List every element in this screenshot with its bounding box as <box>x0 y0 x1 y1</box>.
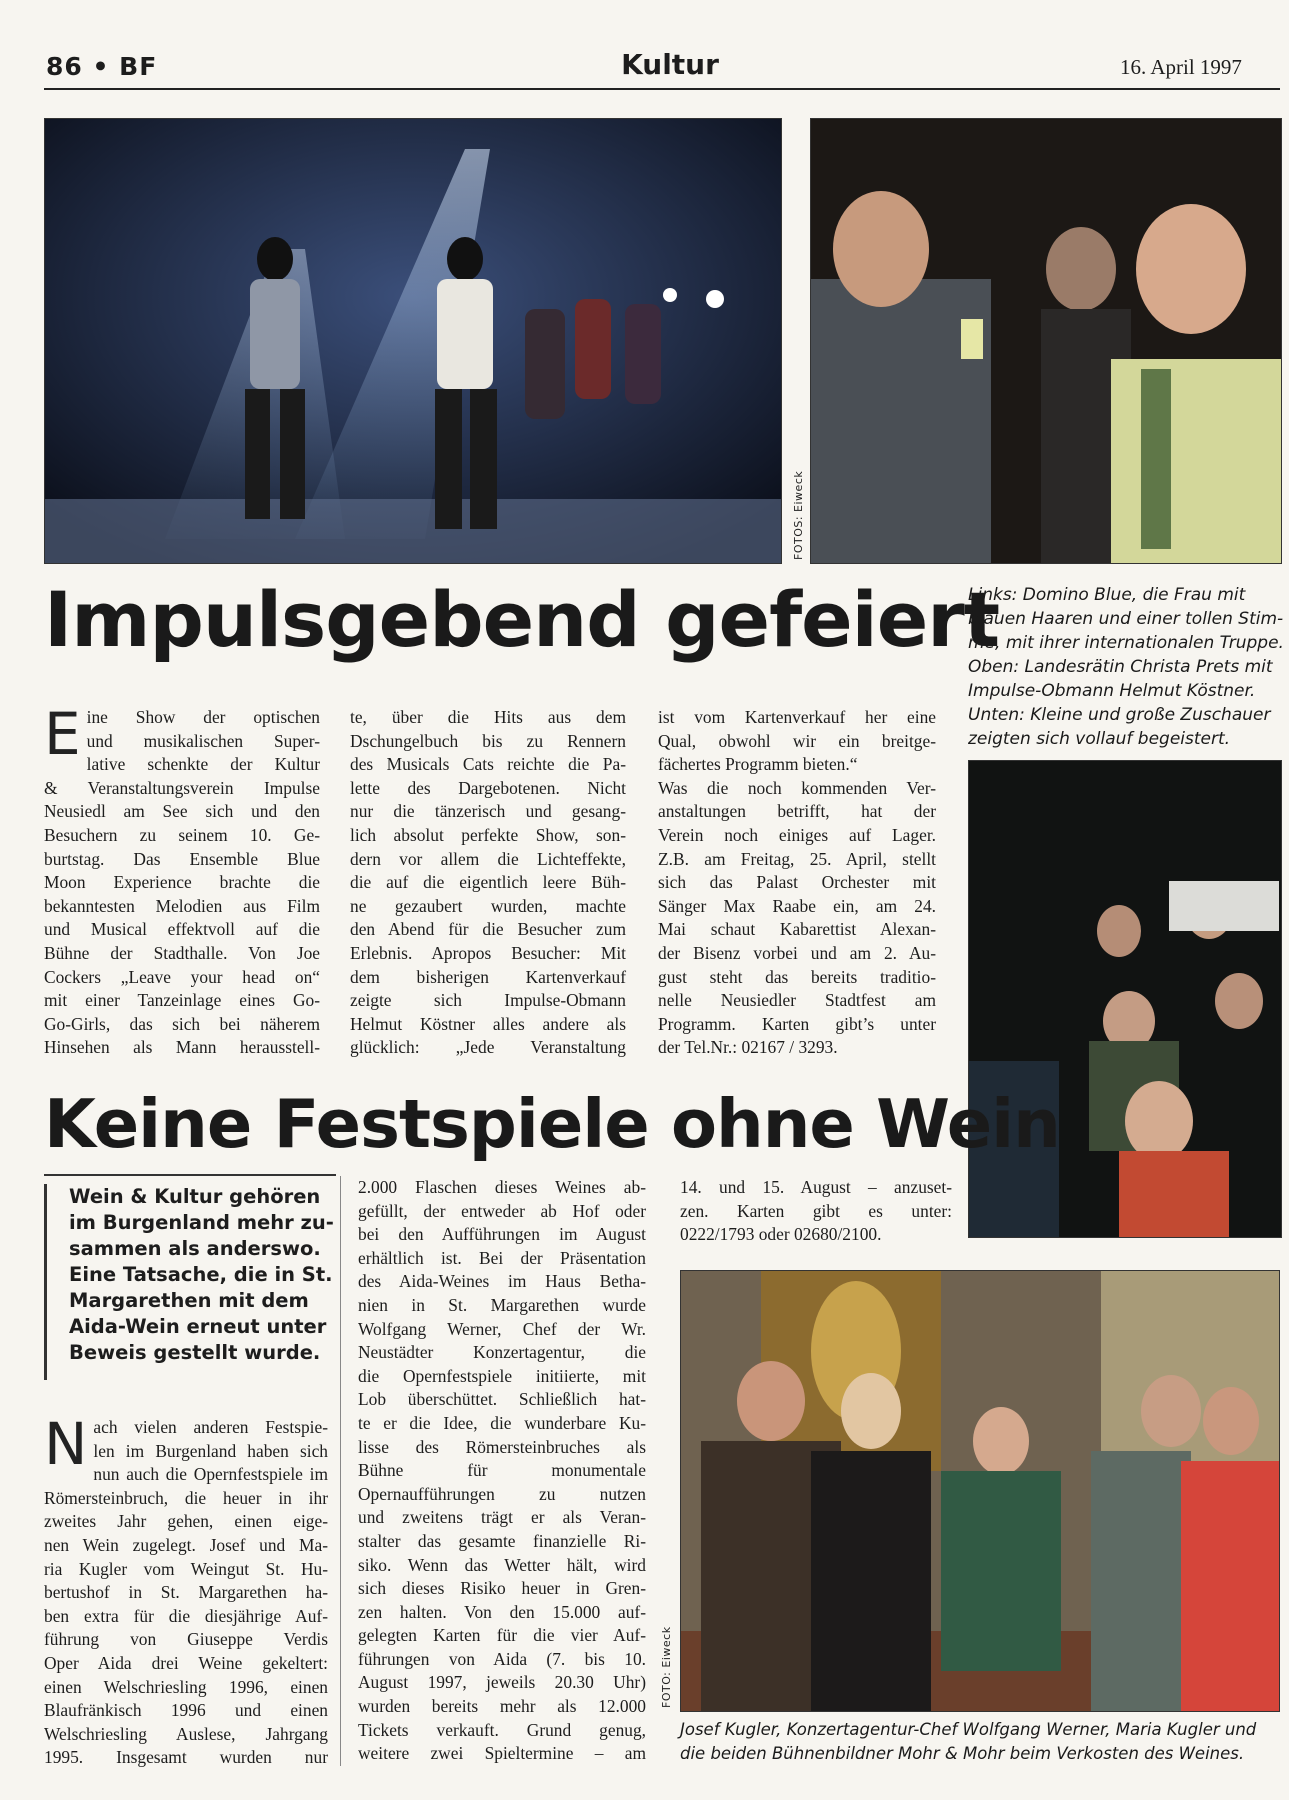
photo-credit-top: FOTOS: Eiweck <box>792 470 805 560</box>
body-line: nur die tänzerisch und gesang- <box>350 801 626 822</box>
body-line: die Opernfestspiele initiierte, mit <box>358 1365 646 1386</box>
body-line: 0222/1793 oder 02680/2100. <box>680 1224 882 1245</box>
article2-column-1 <box>44 1410 328 1770</box>
lead-top-rule <box>44 1174 336 1176</box>
article2-column-3 <box>680 1176 952 1247</box>
body-line: führungen von Aida (7. bis 10. <box>358 1648 646 1669</box>
lead-line: sammen als anderswo. <box>69 1237 321 1260</box>
body-line: bertushof in St. Margarethen ha- <box>44 1582 328 1603</box>
body-line: zweites Jahr gehen, einen eige- <box>44 1511 328 1532</box>
body-line: Sänger Max Raabe ein, am 24. <box>658 895 936 916</box>
body-line: bekanntesten Melodien aus Film <box>44 895 320 916</box>
body-line: sich dieses Risiko heuer in Gren- <box>358 1578 646 1599</box>
body-line: Bühne der Stadthalle. Von Joe <box>44 942 320 963</box>
dropcap-e: E <box>44 700 81 768</box>
body-line: Programm. Karten gibt’s unter <box>658 1013 936 1034</box>
body-line: des Musicals Cats reichte die Pa- <box>350 754 626 775</box>
body-line: anstaltungen betrifft, hat der <box>658 801 936 822</box>
body-line: August 1997, jeweils 20.30 Uhr) <box>358 1672 646 1693</box>
body-line: len im Burgenland haben sich <box>93 1440 328 1461</box>
body-line: die auf die eigentlich leere Büh- <box>350 872 626 893</box>
body-line: Wolfgang Werner, Chef der Wr. <box>358 1318 646 1339</box>
body-line: Hinsehen als Mann herausstell- <box>44 1037 320 1058</box>
caption-line: die beiden Bühnenbildner Mohr & Mohr beim Verkosten des Weines. <box>680 1744 1245 1763</box>
photo-audience <box>968 760 1282 1238</box>
body-line: 1995. Insgesamt wurden nur <box>44 1747 328 1768</box>
body-line: zen. Karten gibt es unter: <box>680 1200 952 1221</box>
body-line: Neustädter Konzertagentur, die <box>358 1342 646 1363</box>
body-line: Moon Experience brachte die <box>44 872 320 893</box>
caption-impulse-photos <box>968 583 1284 751</box>
body-line: zeigte sich Impulse-Obmann <box>350 990 626 1011</box>
body-line: und Musical effektvoll auf die <box>44 919 320 940</box>
caption-line: me, mit ihrer internationalen Truppe. <box>968 633 1284 653</box>
lead-line: Wein & Kultur gehören <box>69 1185 321 1208</box>
body-line: Welschriesling Auslese, Jahrgang <box>44 1723 328 1744</box>
lead-line: Beweis gestellt wurde. <box>69 1341 321 1364</box>
caption-line: blauen Haaren und einer tollen Stim- <box>968 609 1284 629</box>
body-line: Verein noch einiges auf Lager. <box>658 824 936 845</box>
lead-line: im Burgenland mehr zu- <box>69 1211 334 1234</box>
body-line: te, über die Hits aus dem <box>350 707 626 727</box>
photo-stage-show <box>44 118 782 564</box>
body-line: Was die noch kommenden Ver- <box>658 777 936 798</box>
body-line: der Bisenz vorbei und am 2. Au- <box>658 942 936 963</box>
body-line: mit einer Tanzeinlage eines Go- <box>44 990 320 1011</box>
body-line: Dschungelbuch bis zu Rennern <box>350 730 626 751</box>
body-line: dem bisherigen Kartenverkauf <box>350 966 626 987</box>
headline-impulsgebend: Impulsgebend gefeiert <box>44 575 1000 664</box>
body-line: siko. Wenn das Wetter hält, wird <box>358 1554 646 1575</box>
article1-column-2 <box>350 706 626 1060</box>
body-line: gefüllt, der entweder ab Hof oder <box>358 1200 646 1221</box>
article1-column-3 <box>658 706 936 1060</box>
header-rule <box>44 88 1280 90</box>
lead-line: Aida-Wein erneut unter <box>69 1315 327 1338</box>
body-line: lisse des Römersteinbruches als <box>358 1436 646 1457</box>
audience-image <box>969 761 1281 1237</box>
body-line: führung von Giuseppe Verdis <box>44 1629 328 1650</box>
body-line: glücklich: „Jede Veranstaltung <box>350 1037 626 1058</box>
caption-wine-photo <box>680 1718 1280 1766</box>
body-line: nelle Neusiedler Stadtfest am <box>658 990 936 1011</box>
body-line: Z.B. am Freitag, 25. April, stellt <box>658 848 936 869</box>
body-line: lative schenkte der Kultur <box>86 754 320 775</box>
photo-wine-tasting <box>680 1270 1280 1712</box>
body-line: weitere zwei Spieltermine – am <box>358 1743 646 1764</box>
body-line: ist vom Kartenverkauf her eine <box>658 707 936 727</box>
body-line: Opernaufführungen zu nutzen <box>358 1483 646 1504</box>
body-line: bei den Aufführungen im August <box>358 1224 646 1245</box>
body-line: Blaufränkisch 1996 und einen <box>44 1700 328 1721</box>
headline-keine-festspiele: Keine Festspiele ohne Wein <box>44 1085 1060 1163</box>
article2-lead <box>44 1184 339 1380</box>
body-line: ine Show der optischen <box>86 707 320 727</box>
body-line: lette des Dargebotenen. Nicht <box>350 777 626 798</box>
body-line: & Veranstaltungsverein Impulse <box>44 777 320 798</box>
body-line: nien in St. Margarethen wurde <box>358 1294 646 1315</box>
body-line: der Tel.Nr.: 02167 / 3293. <box>658 1037 838 1058</box>
body-line: Römersteinbruch, die heuer in ihr <box>44 1487 328 1508</box>
caption-line: Oben: Landesrätin Christa Prets mit <box>968 657 1273 677</box>
body-line: Cockers „Leave your head on“ <box>44 966 320 987</box>
column-divider <box>340 1176 341 1766</box>
body-line: 2.000 Flaschen dieses Weines ab- <box>358 1177 646 1197</box>
body-line: burtstag. Das Ensemble Blue <box>44 848 320 869</box>
body-line: erhältlich ist. Bei der Präsentation <box>358 1247 646 1268</box>
article1-column-1 <box>44 700 320 1060</box>
body-line: Neusiedl am See sich und den <box>44 801 320 822</box>
body-line: gust steht das bereits traditio- <box>658 966 936 987</box>
caption-line: Josef Kugler, Konzertagentur-Chef Wolfgang Werner, Maria Kugler und <box>680 1720 1257 1739</box>
body-line: zen halten. Von den 15.000 auf- <box>358 1601 646 1622</box>
section-title: Kultur <box>621 48 719 81</box>
body-line: fächertes Programm bieten.“ <box>658 754 858 775</box>
photo-reception <box>810 118 1282 564</box>
lead-line: Margarethen mit dem <box>69 1289 309 1312</box>
stage-show-image <box>45 119 781 563</box>
body-line: einen Welschriesling 1996, einen <box>44 1676 328 1697</box>
body-line: sich das Palast Orchester mit <box>658 872 936 893</box>
body-line: wurden bereits mehr als 12.000 <box>358 1696 646 1717</box>
body-line: Mai schaut Kabarettist Alexan- <box>658 919 936 940</box>
issue-date: 16. April 1997 <box>1120 55 1242 79</box>
body-line: nun auch die Opernfestspiele im <box>93 1464 328 1485</box>
photo-credit-bottom: FOTO: Eiweck <box>660 1626 673 1708</box>
wine-tasting-image <box>681 1271 1279 1711</box>
page-number: 86 • BF <box>46 52 158 81</box>
body-line: gelegten Karten für die vier Auf- <box>358 1625 646 1646</box>
body-line: 14. und 15. August – anzuset- <box>680 1177 952 1197</box>
body-line: Qual, obwohl wir ein breitge- <box>658 730 936 751</box>
body-line: dern vor allem die Lichteffekte, <box>350 848 626 869</box>
dropcap-n: N <box>44 1410 88 1478</box>
body-line: Helmut Köstner alles andere als <box>350 1013 626 1034</box>
body-line: Bühne für monumentale <box>358 1460 646 1481</box>
body-line: Lob überschüttet. Schließlich hat- <box>358 1389 646 1410</box>
caption-line: zeigten sich vollauf begeistert. <box>968 729 1231 749</box>
body-line: Tickets verkauft. Grund genug, <box>358 1719 646 1740</box>
body-line: Besuchern zu seinem 10. Ge- <box>44 824 320 845</box>
caption-line: Unten: Kleine und große Zuschauer <box>968 705 1271 725</box>
body-line: und musikalischen Super- <box>86 730 320 751</box>
body-line: ben extra für die diesjährige Auf- <box>44 1605 328 1626</box>
reception-image <box>811 119 1281 563</box>
body-line: den Abend für die Besucher zum <box>350 919 626 940</box>
body-line: stalter das gesamte finanzielle Ri- <box>358 1530 646 1551</box>
body-line: lich absolut perfekte Show, son- <box>350 824 626 845</box>
lead-line: Eine Tatsache, die in St. <box>69 1263 333 1286</box>
body-line: ria Kugler vom Weingut St. Hu- <box>44 1558 328 1579</box>
body-line: ach vielen anderen Festspie- <box>93 1417 328 1437</box>
body-line: und zweitens trägt er als Veran- <box>358 1507 646 1528</box>
body-line: nen Wein zugelegt. Josef und Ma- <box>44 1534 328 1555</box>
body-line: Go-Girls, das sich bei näherem <box>44 1013 320 1034</box>
body-line: Oper Aida drei Weine gekeltert: <box>44 1652 328 1673</box>
body-line: des Aida-Weines im Haus Betha- <box>358 1271 646 1292</box>
caption-line: Impulse-Obmann Helmut Köstner. <box>968 681 1256 701</box>
body-line: ne gezaubert wurden, machte <box>350 895 626 916</box>
body-line: te er die Idee, die wunderbare Ku- <box>358 1412 646 1433</box>
body-line: Erlebnis. Apropos Besucher: Mit <box>350 942 626 963</box>
caption-line: Links: Domino Blue, die Frau mit <box>968 585 1246 605</box>
article2-column-2 <box>358 1176 646 1766</box>
